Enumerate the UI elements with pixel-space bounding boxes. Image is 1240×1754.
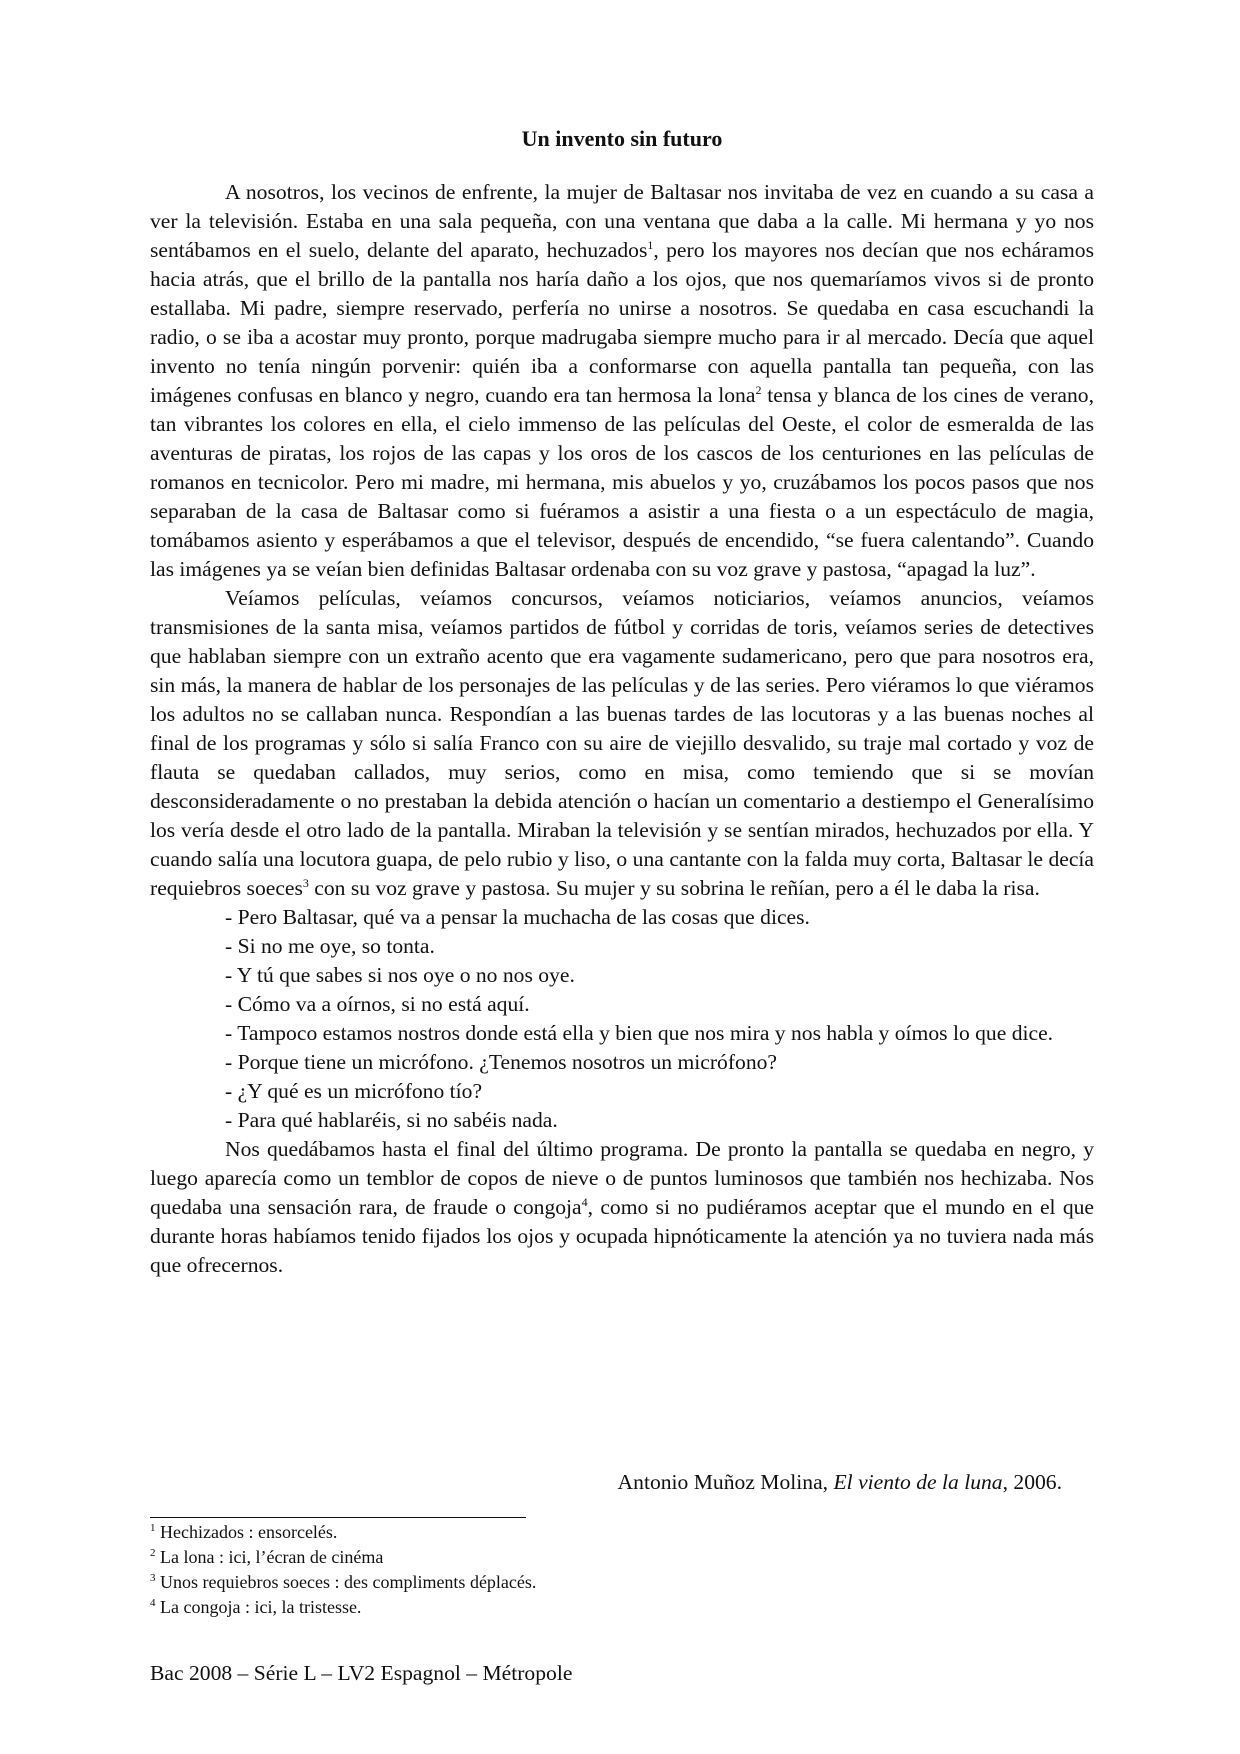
footnote-text: La congoja : ici, la tristesse.	[155, 1597, 362, 1617]
paragraph-text: , pero los mayores nos decían que nos echáramos hacia atrás, que el brillo de la pantalla nos haría daño a los ojos, que nos quemaríamos vivos si de pronto estallaba. Mi padre, siempre reservado, perfería no unirse a nosotros. Se quedaba en casa escuchandi la radio, o se iba a acostar muy pronto, porque madrugaba siempre mucho para ir al mercado. Decía que aquel invento no tenía ningún porvenir: quién iba a conformarse con aquella pantalla tan pequeña, con las imágenes confusas en blanco y negro, cuando era tan hermosa la lona	[150, 238, 1094, 407]
paragraph-text: - Pero Baltasar, qué va a pensar la muchacha de las cosas que dices.	[225, 905, 810, 929]
attribution-work: El viento de la luna	[833, 1470, 1003, 1494]
footnote-item	[150, 1570, 536, 1595]
footnote-text: Unos requiebros soeces : des compliments déplacés.	[155, 1572, 537, 1592]
paragraph-text: - Para qué hablaréis, si no sabéis nada.	[225, 1108, 558, 1132]
paragraph-text: con su voz grave y pastosa. Su mujer y su sobrina le reñían, pero a él le daba la risa.	[308, 876, 1040, 900]
footnote-number: 1	[150, 1522, 156, 1534]
paragraph-text: - Tampoco estamos nostros donde está ella y bien que nos mira y nos habla y oímos lo que dice.	[225, 1021, 1054, 1045]
attribution-year: , 2006.	[1002, 1470, 1062, 1494]
footnote-text: La lona : ici, l’écran de cinéma	[155, 1547, 384, 1567]
footnote-ref: 4	[581, 1194, 588, 1209]
footnote-ref: 3	[302, 875, 309, 890]
dialogue-line	[150, 1048, 1094, 1077]
paragraph-text: tensa y blanca de los cines de verano, tan vibrantes los colores en ella, el cielo immenso de las películas del Oeste, el color de esmeralda de las aventuras de piratas, los rojos de las capas y los oros de los cascos de los centuriones en las películas de romanos en tecnicolor. Pero mi madre, mi hermana, mis abuelos y yo, cruzábamos los pocos pasos que nos separaban de la casa de Baltasar como si fuéramos a asistir a una fiesta o a un espectáculo de magia, tomábamos asiento y esperábamos a que el televisor, después de encendido, “se fuera calentando”. Cuando las imágenes ya se veían bien definidas Baltasar ordenaba con su voz grave y pastosa, “apagad la luz”.	[150, 383, 1094, 581]
paragraph-text: Veíamos películas, veíamos concursos, veíamos noticiarios, veíamos anuncios, veíamos transmisiones de la santa misa, veíamos partidos de fútbol y corridas de toris, veíamos series de detectives que hablaban siempre con un extraño acento que era vagamente sudamericano, pero que para nosotros era, sin más, la manera de hablar de los personajes de las películas y de las series. Pero viéramos lo que viéramos los adultos no se callaban nunca. Respondían a las buenas tardes de las locutoras y a las buenas noches al final de los programas y sólo si salía Franco con su aire de viejillo desvalido, su traje mal cortado y voz de flauta se quedaban callados, muy serios, como en misa, como temiendo que si se movían desconsideradamente o no prestaban la debida atención o hacían un comentario a destiempo el Generalísimo los vería desde el otro lado de la pantalla. Miraban la televisión y se sentían mirados, hechuzados por ella. Y cuando salía una locutora guapa, de pelo rubio y liso, o una cantante con la falda muy corta, Baltasar le decía requiebros soeces	[150, 586, 1094, 900]
dialogue-line	[150, 1106, 1094, 1135]
footnote-number: 3	[150, 1572, 156, 1584]
footnote-number: 2	[150, 1547, 156, 1559]
paragraph	[150, 1135, 1094, 1280]
footnote-item	[150, 1545, 536, 1570]
document-body	[150, 178, 1094, 1280]
paragraph-text: - Y tú que sabes si nos oye o no nos oye.	[225, 963, 575, 987]
footnote-divider	[150, 1517, 526, 1518]
paragraph-text: , como si no pudiéramos aceptar que el mundo en el que durante horas habíamos tenido fijados los ojos y ocupada hipnóticamente la atención ya no tuviera nada más que ofrecernos.	[150, 1195, 1095, 1277]
dialogue-line	[150, 1019, 1094, 1048]
dialogue-line	[150, 903, 1094, 932]
footnote-number: 4	[150, 1597, 156, 1609]
paragraph	[150, 178, 1094, 584]
paragraph	[150, 584, 1094, 903]
footnote-item	[150, 1520, 536, 1545]
attribution-author: Antonio Muñoz Molina,	[617, 1470, 834, 1494]
footnotes	[150, 1520, 536, 1620]
paragraph-text: - Si no me oye, so tonta.	[225, 934, 435, 958]
footnote-item	[150, 1595, 536, 1620]
dialogue-line	[150, 1077, 1094, 1106]
dialogue-line	[150, 932, 1094, 961]
document-page	[150, 0, 1094, 1754]
footnote-ref: 1	[647, 237, 654, 252]
paragraph-text: - ¿Y qué es un micrófono tío?	[225, 1079, 483, 1103]
paragraph-text: Nos quedábamos hasta el final del último programa. De pronto la pantalla se quedaba en negro, y luego aparecía como un temblor de copos de nieve o de puntos luminosos que también nos hechizaba. Nos quedaba una sensación rara, de fraude o congoja	[150, 1137, 1094, 1219]
footnote-text: Hechizados : ensorcelés.	[155, 1522, 338, 1542]
footnote-ref: 2	[755, 382, 762, 397]
paragraph-text: - Porque tiene un micrófono. ¿Tenemos nosotros un micrófono?	[225, 1050, 778, 1074]
page-footer: Bac 2008 – Série L – LV2 Espagnol – Métropole	[150, 1661, 573, 1685]
attribution	[618, 1468, 1062, 1497]
document-title: Un invento sin futuro	[521, 126, 723, 151]
paragraph-text: A nosotros, los vecinos de enfrente, la mujer de Baltasar nos invitaba de vez en cuando a su casa a ver la televisión. Estaba en una sala pequeña, con una ventana que daba a la calle. Mi hermana y yo nos sentábamos en el suelo, delante del aparato, hechuzados	[150, 180, 1094, 262]
paragraph-text: - Cómo va a oírnos, si no está aquí.	[225, 992, 530, 1016]
dialogue-line	[150, 990, 1094, 1019]
dialogue-line	[150, 961, 1094, 990]
